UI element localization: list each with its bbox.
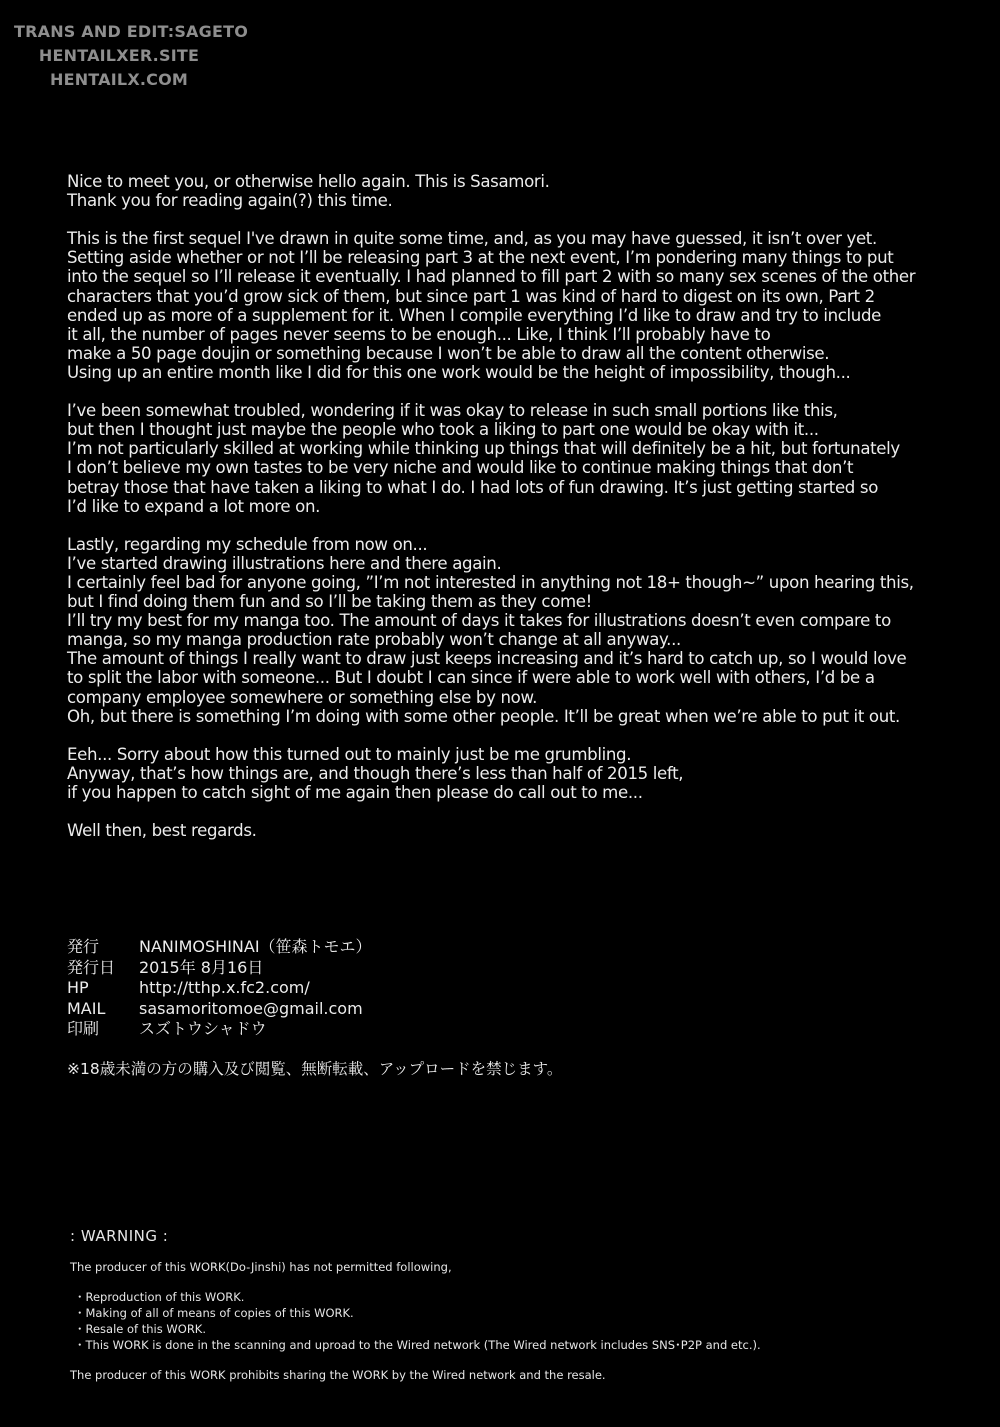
letter-line: Setting aside whether or not I’ll be releasing part 3 at the next event, I’m pondering many things to put bbox=[67, 248, 894, 268]
letter-line: but I find doing them fun and so I’ll be taking them as they come! bbox=[67, 592, 592, 612]
letter-paragraph bbox=[67, 229, 967, 382]
letter-line: if you happen to catch sight of me again then please do call out to me... bbox=[67, 783, 643, 802]
letter-line: Anyway, that’s how things are, and though there’s less than half of 2015 left, bbox=[67, 763, 684, 783]
warning-closing: The producer of this WORK prohibits sharing the WORK by the Wired network and the resale. bbox=[70, 1368, 606, 1382]
warning-item: ・Resale of this WORK. bbox=[74, 1322, 207, 1336]
colophon-label: 印刷 bbox=[67, 1019, 100, 1038]
credit-site-1: HENTAILXER.SITE bbox=[38, 46, 200, 65]
letter-paragraph bbox=[67, 172, 967, 210]
letter-line: betray those that have taken a liking to what I do. I had lots of fun drawing. It’s just getting started so bbox=[67, 477, 879, 497]
colophon-label: 発行日 bbox=[67, 957, 116, 977]
letter-line: The amount of things I really want to draw just keeps increasing and it’s hard to catch up, so I would love bbox=[67, 649, 907, 669]
letter-paragraph bbox=[67, 535, 967, 726]
letter-line: to split the labor with someone... But I doubt I can since if were able to work well with others, I’d be a bbox=[67, 668, 875, 688]
letter-line: make a 50 page doujin or something because I won’t be able to draw all the content otherwise. bbox=[67, 343, 830, 363]
letter-line: I’m not particularly skilled at working while thinking up things that will definitely be a hit, but fortunately bbox=[67, 439, 900, 459]
letter-line: I’d like to expand a lot more on. bbox=[67, 496, 321, 516]
colophon-value: sasamoritomoe@gmail.com bbox=[139, 998, 363, 1018]
age-restriction-notice: ※18歳未満の方の購入及び閲覧、無断転載、アップロードを禁じます。 bbox=[67, 1060, 563, 1078]
letter-line: Lastly, regarding my schedule from now on... bbox=[67, 534, 428, 554]
letter-line: into the sequel so I’ll release it eventually. I had planned to fill part 2 with so many sex scenes of the other bbox=[67, 267, 916, 287]
credit-site-2: HENTAILX.COM bbox=[50, 70, 188, 89]
colophon-row bbox=[67, 999, 372, 1020]
colophon-row bbox=[67, 1019, 372, 1040]
letter-line: I don’t believe my own tastes to be very niche and would like to continue making things that don’t bbox=[67, 458, 854, 478]
letter-line: Nice to meet you, or otherwise hello again. This is Sasamori. bbox=[67, 172, 550, 191]
letter-line: I certainly feel bad for anyone going, ”I’m not interested in anything not 18+ though~” upon hearing this, bbox=[67, 572, 914, 592]
letter-line: manga, so my manga production rate probably won’t change at all anyway... bbox=[67, 630, 681, 650]
colophon-value: スズトウシャドウ bbox=[139, 1019, 267, 1038]
colophon-value: http://tthp.x.fc2.com/ bbox=[139, 978, 310, 997]
letter-paragraph bbox=[67, 745, 967, 802]
letter-line: characters that you’d grow sick of them, but since part 1 was kind of hard to digest on its own, Part 2 bbox=[67, 286, 875, 306]
warning-list bbox=[70, 1289, 761, 1353]
copyright-warning bbox=[70, 1227, 761, 1383]
warning-intro: The producer of this WORK(Do-Jinshi) has not permitted following, bbox=[70, 1260, 452, 1274]
letter-line: I’ve been somewhat troubled, wondering if it was okay to release in such small portions like this, bbox=[67, 401, 838, 421]
colophon-row bbox=[67, 978, 372, 999]
letter-line: Using up an entire month like I did for this one work would be the height of impossibility, though... bbox=[67, 362, 851, 382]
letter-paragraph bbox=[67, 401, 967, 516]
colophon-row bbox=[67, 958, 372, 979]
letter-line: but then I thought just maybe the people who took a liking to part one would be okay with it... bbox=[67, 420, 819, 440]
letter-line: Thank you for reading again(?) this time. bbox=[67, 191, 393, 211]
letter-line: ended up as more of a supplement for it. When I compile everything I’d like to draw and try to include bbox=[67, 305, 882, 325]
afterword-letter bbox=[67, 172, 967, 859]
colophon-value: 2015年 8月16日 bbox=[139, 957, 264, 977]
warning-item: ・Making of all of means of copies of this WORK. bbox=[74, 1306, 354, 1320]
letter-paragraph bbox=[67, 821, 967, 840]
letter-line: I’ve started drawing illustrations here and there again. bbox=[67, 553, 502, 573]
credit-translator: TRANS AND EDIT:SAGETO bbox=[14, 22, 249, 41]
warning-item: ・This WORK is done in the scanning and uproad to the Wired network (The Wired network includes SNS･P2P and etc.). bbox=[74, 1338, 761, 1352]
colophon-label: 発行 bbox=[67, 937, 100, 956]
letter-line: it all, the number of pages never seems to be enough... Like, I think I’ll probably have to bbox=[67, 324, 771, 344]
letter-line: I’ll try my best for my manga too. The amount of days it takes for illustrations doesn’t even compare to bbox=[67, 611, 891, 631]
letter-line: Oh, but there is something I’m doing with some other people. It’ll be great when we’re able to put it out. bbox=[67, 706, 900, 726]
letter-line: This is the first sequel I've drawn in quite some time, and, as you may have guessed, it isn’t over yet. bbox=[67, 229, 877, 249]
colophon-value: NANIMOSHINAI（笹森トモエ） bbox=[139, 937, 372, 956]
warning-item: ・Reproduction of this WORK. bbox=[74, 1290, 245, 1304]
translator-credits bbox=[14, 20, 249, 92]
colophon bbox=[67, 937, 372, 1040]
letter-line: Well then, best regards. bbox=[67, 821, 257, 841]
colophon-label: MAIL bbox=[67, 998, 106, 1018]
warning-title: : WARNING : bbox=[70, 1227, 169, 1245]
colophon-row bbox=[67, 937, 372, 958]
letter-line: company employee somewhere or something else by now. bbox=[67, 687, 538, 707]
letter-line: Eeh... Sorry about how this turned out to mainly just be me grumbling. bbox=[67, 744, 632, 764]
colophon-label: HP bbox=[67, 978, 89, 997]
